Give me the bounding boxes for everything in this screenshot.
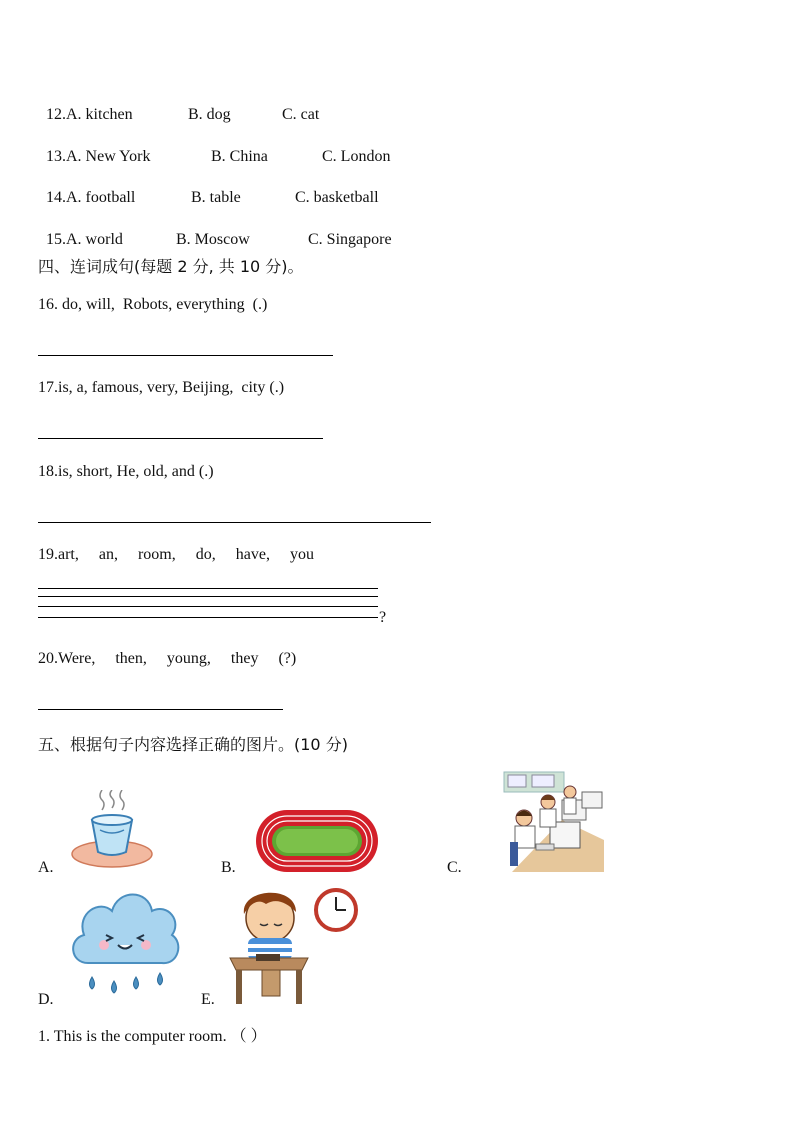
sentence-16: 16. do, will, Robots, everything (.) xyxy=(38,296,268,313)
section-4-title: 四、连词成句(每题 2 分, 共 10 分)。 xyxy=(38,257,304,276)
boy-eating-icon[interactable] xyxy=(226,888,358,1006)
choice-row-15: 15.A. world B. Moscow C. Singapore xyxy=(46,231,392,248)
answer-line-18[interactable] xyxy=(38,522,431,523)
picture-label-b: B. xyxy=(221,859,236,876)
sentence-18: 18.is, short, He, old, and (.) xyxy=(38,463,214,480)
water-glass-icon[interactable] xyxy=(70,790,154,870)
rain-cloud-icon[interactable] xyxy=(68,885,182,1007)
picture-label-d: D. xyxy=(38,991,54,1008)
choice-row-13: 13.A. New York B. China C. London xyxy=(46,148,391,165)
answer-line-17[interactable] xyxy=(38,438,323,439)
picture-label-e: E. xyxy=(201,991,215,1008)
running-track-icon[interactable] xyxy=(254,808,380,874)
answer-line-20[interactable] xyxy=(38,709,283,710)
section-5-title: 五、根据句子内容选择正确的图片。(10 分) xyxy=(38,735,348,754)
picture-label-c: C. xyxy=(447,859,462,876)
answer-line-19a[interactable] xyxy=(38,588,378,589)
picture-label-a: A. xyxy=(38,859,54,876)
answer-line-19c[interactable] xyxy=(38,606,378,607)
computer-room-icon[interactable] xyxy=(502,770,604,872)
answer-line-19b[interactable] xyxy=(38,596,378,597)
sentence-19: 19.art, an, room, do, have, you xyxy=(38,546,314,563)
question-mark-19: ? xyxy=(379,609,387,626)
choice-row-12: 12.A. kitchen B. dog C. cat xyxy=(46,106,320,123)
sentence-17: 17.is, a, famous, very, Beijing, city (.) xyxy=(38,379,285,396)
choice-row-14: 14.A. football B. table C. basketball xyxy=(46,189,379,206)
question-1: 1. This is the computer room. （ ） xyxy=(38,1028,267,1045)
answer-line-19d[interactable] xyxy=(38,617,378,618)
answer-line-16[interactable] xyxy=(38,355,333,356)
sentence-20: 20.Were, then, young, they (?) xyxy=(38,650,297,667)
